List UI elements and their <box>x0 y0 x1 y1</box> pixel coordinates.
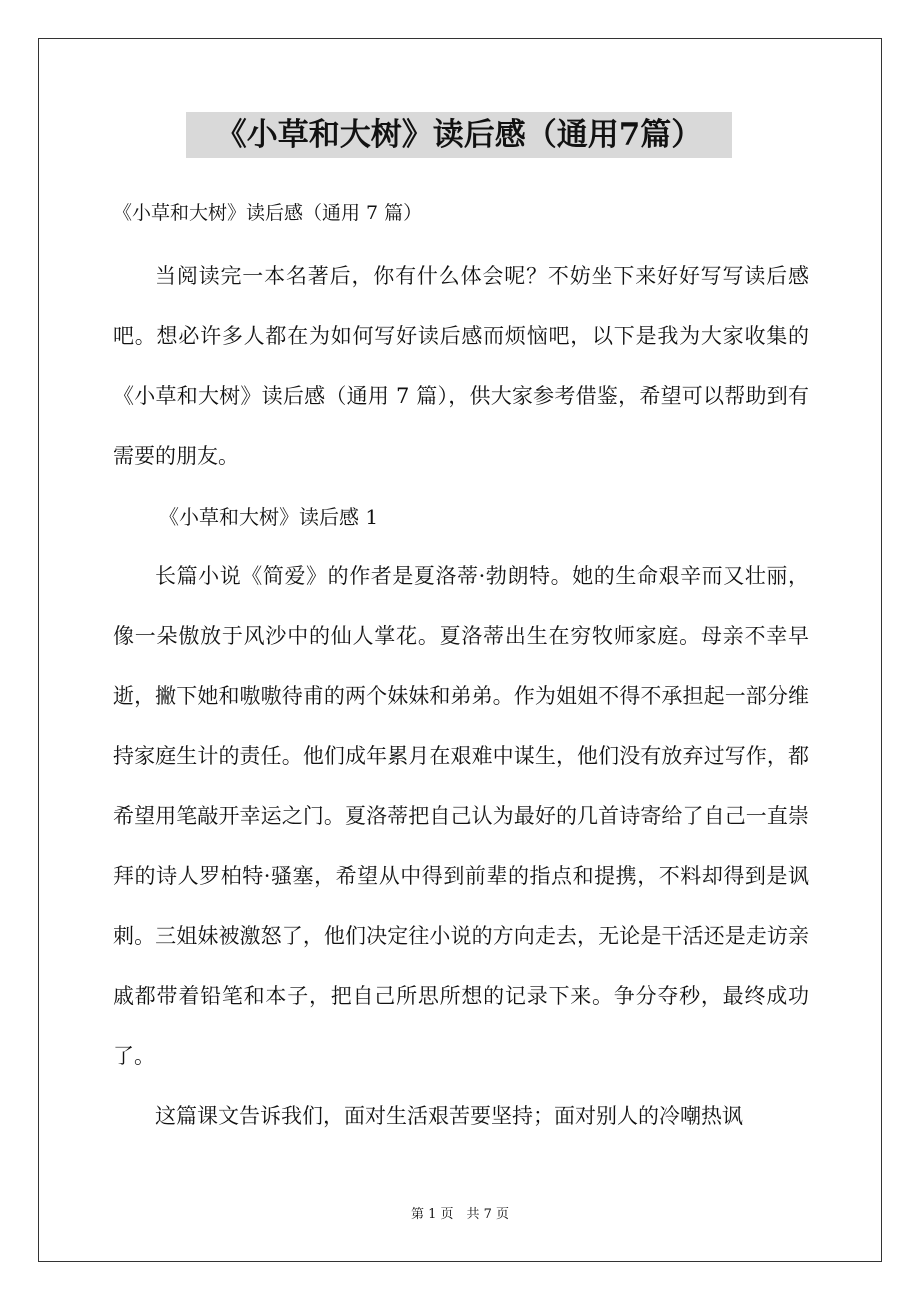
section-heading: 《小草和大树》读后感 1 <box>159 505 379 529</box>
body-paragraph: 长篇小说《简爱》的作者是夏洛蒂·勃朗特。她的生命艰辛而又壮丽，像一朵傲放于风沙中的仙人掌花。夏洛蒂出生在穷牧师家庭。母亲不幸早逝，撇下她和嗷嗷待甫的两个妹妹和弟弟。作为姐姐不得不承担起一部分维持家庭生计的责任。他们成年累月在艰难中谋生，他们没有放弃过写作，都希望用笔敲开幸运之门。夏洛蒂把自己认为最好的几首诗寄给了自己一直崇拜的诗人罗柏特·骚塞，希望从中得到前辈的指点和提携，不料却得到是讽刺。三姐妹被激怒了，他们决定往小说的方向走去，无论是干活还是走访亲戚都带着铅笔和本子，把自己所思所想的记录下来。争分夺秒，最终成功了。 <box>113 564 809 1068</box>
body-paragraph: 这篇课文告诉我们，面对生活艰苦要坚持；面对别人的冷嘲热讽 <box>155 1104 743 1128</box>
document-title: 《小草和大树》读后感（通用7篇） <box>186 112 732 158</box>
page-footer: 第 1 页 共 7 页 <box>410 1207 510 1222</box>
document-subtitle: 《小草和大树》读后感（通用 7 篇） <box>113 202 423 224</box>
intro-paragraph: 当阅读完一本名著后，你有什么体会呢？不妨坐下来好好写写读后感吧。想必许多人都在为如何写好读后感而烦恼吧，以下是我为大家收集的《小草和大树》读后感（通用 7 篇），供大家参考借鉴，希望可以帮助到有需要的朋友。 <box>113 264 809 468</box>
